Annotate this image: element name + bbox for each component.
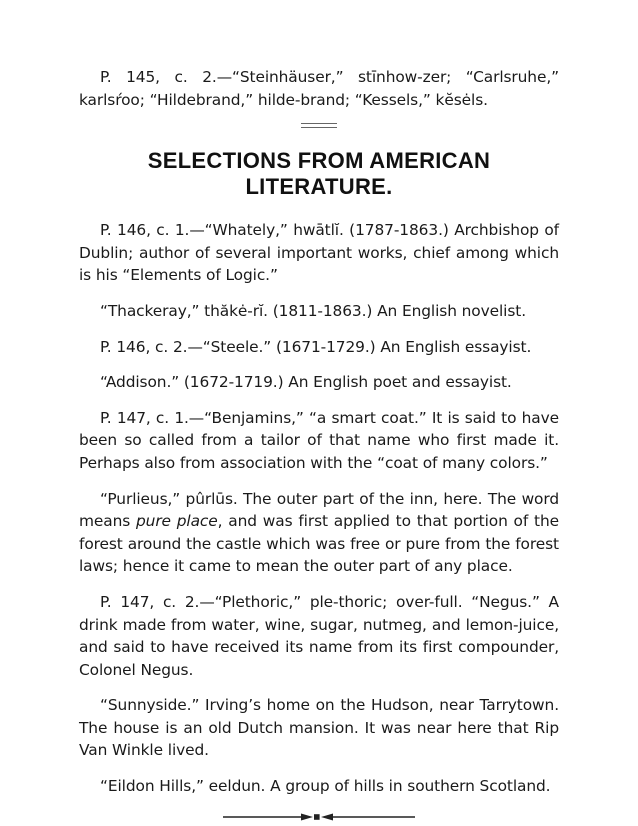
purlieus-emphasis: pure place: [136, 512, 218, 531]
arrow-tailpiece-icon: [221, 811, 417, 823]
note-eildon: “Eildon Hills,” eeldun. A group of hills in southern Scotland.: [100, 777, 551, 796]
note-p145-c2: P. 145, c. 2.—“Steinhäuser,” stīnhow-zer; “Carlsruhe,” karlsŕoo; “Hildebrand,” hilde-brand; “Kessels,” kĕsėls.: [79, 68, 559, 109]
note-benjamins: P. 147, c. 1.—“Benjamins,” “a smart coat.” It is said to have been so called from a tailor of that name who first made it. Perhaps also from association with the “coat of many colors.”: [79, 408, 559, 472]
note-addison: “Addison.” (1672-1719.) An English poet and essayist.: [100, 373, 512, 392]
section-title: SELECTIONS FROM AMERICAN LITERATURE.: [147, 148, 491, 200]
note-steele: P. 146, c. 2.—“Steele.” (1671-1729.) An English essayist.: [100, 337, 532, 356]
note-whately: P. 146, c. 1.—“Whately,” hwātlĭ. (1787-1863.) Archbishop of Dublin; author of several important works, chief among which is his “Elements of Logic.”: [79, 221, 559, 285]
short-double-rule-icon: [301, 123, 337, 128]
note-purlieus: [79, 488, 559, 578]
page-content: [79, 66, 559, 823]
note-thackeray: “Thackeray,” thăkė-rĭ. (1811-1863.) An English novelist.: [100, 301, 526, 320]
note-sunnyside: “Sunnyside.” Irving’s home on the Hudson, near Tarrytown. The house is an old Dutch mansion. It was near here that Rip Van Winkle lived.: [79, 696, 559, 760]
purlieus-text-start: “Purlieus,” pûrlūs. The outer part of the inn, here. The word means: [79, 489, 559, 531]
note-plethoric: P. 147, c. 2.—“Plethoric,” ple-thoric; over-full. “Negus.” A drink made from water, wine, sugar, nutmeg, and lemon-juice, and said to have received its name from its first compounder, Colonel Negus.: [79, 592, 559, 679]
purlieus-text-end: , and was first applied to that portion of the forest around the castle which was free or pure from the forest laws; hence it came to mean the outer part of any place.: [79, 512, 559, 576]
